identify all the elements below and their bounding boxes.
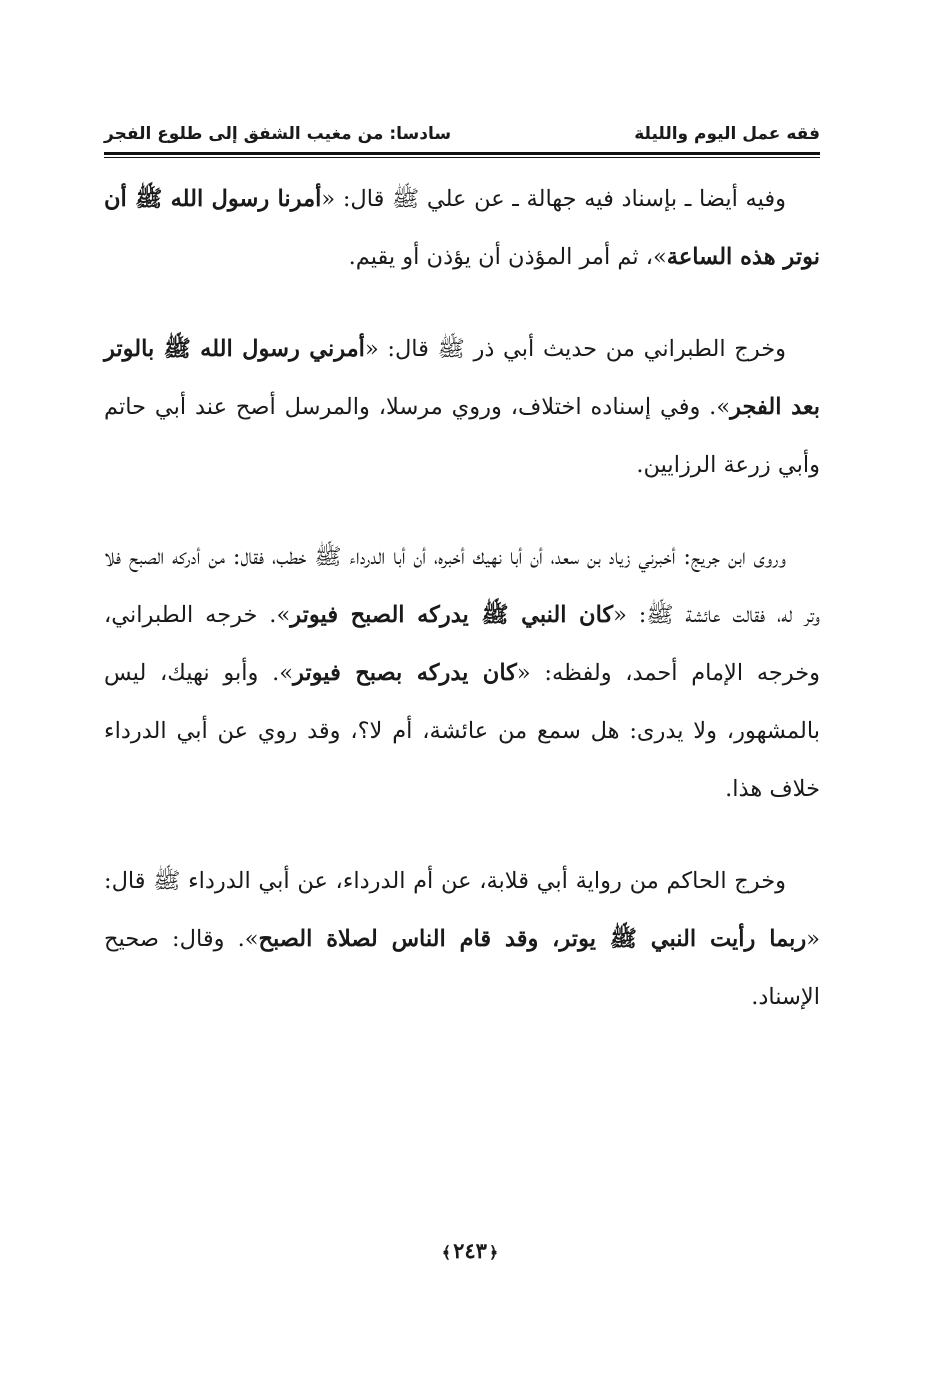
page-footer: [0, 1238, 940, 1263]
hadith-quote: كان يدركه بصبح فيوتر: [293, 660, 517, 686]
text-run: ». وأبو نهيك، ليس بالمشهور، ولا يدرى: هل سمع من عائشة، أم لا؟، وقد روي عن أبي الدرداء خلاف هذا.: [104, 660, 820, 802]
hadith-quote: ربما رأيت النبي ﷺ يوتر، وقد قام الناس لصلاة الصبح: [258, 926, 807, 952]
header-rule-thin: [104, 157, 820, 158]
body-text: [104, 170, 820, 1060]
paragraph-4: [104, 852, 820, 1026]
text-run: وخرج الحاكم من رواية أبي قلابة، عن أم الدرداء، عن أبي الدرداء ﷺ قال: «: [104, 868, 820, 952]
ornament-left-icon: ﴾: [441, 1243, 452, 1262]
text-run: وخرج الطبراني من حديث أبي ذر ﷺ قال: «: [364, 336, 787, 362]
paragraph-3: [104, 528, 820, 818]
hadith-quote: كان النبي ﷺ يدركه الصبح فيوتر: [290, 602, 614, 628]
paragraph-1: [104, 170, 820, 286]
page-number: ٢٤٣: [453, 1238, 487, 1263]
text-run: وروى ابن جريج: أخبرني زياد بن سعد، أن أبا نهيك أخبره، أن أبا الدرداء ﷺ خطب، فقال: من أدركه الصبح فلا وتر له، فقالت عائشة ﷺ: «: [104, 544, 820, 628]
chapter-title: سادسا: من مغيب الشفق إلى طلوع الفجر: [104, 124, 452, 144]
text-run: ». خرجه الطبراني، وخرجه الإمام أحمد، ولفظه: «: [104, 602, 820, 686]
text-run: وفيه أيضا ـ بإسناد فيه جهالة ـ عن علي ﷺ قال: «: [321, 186, 786, 212]
hadith-quote: أمرني رسول الله ﷺ بالوتر بعد الفجر: [104, 336, 820, 420]
book-title: فقه عمل اليوم والليلة: [634, 124, 820, 144]
header-rule-thick: [104, 152, 820, 155]
text-run: ». وفي إسناده اختلاف، وروي مرسلا، والمرسل أصح عند أبي حاتم وأبي زرعة الرزايين.: [104, 394, 820, 478]
hadith-quote: أمرنا رسول الله ﷺ أن نوتر هذه الساعة: [104, 186, 820, 270]
running-header: [104, 118, 820, 152]
text-run: ». وقال: صحيح الإسناد.: [104, 926, 820, 1010]
text-run: »، ثم أمر المؤذن أن يؤذن أو يقيم.: [348, 244, 667, 270]
ornament-right-icon: ﴿: [488, 1243, 499, 1262]
paragraph-2: [104, 320, 820, 494]
